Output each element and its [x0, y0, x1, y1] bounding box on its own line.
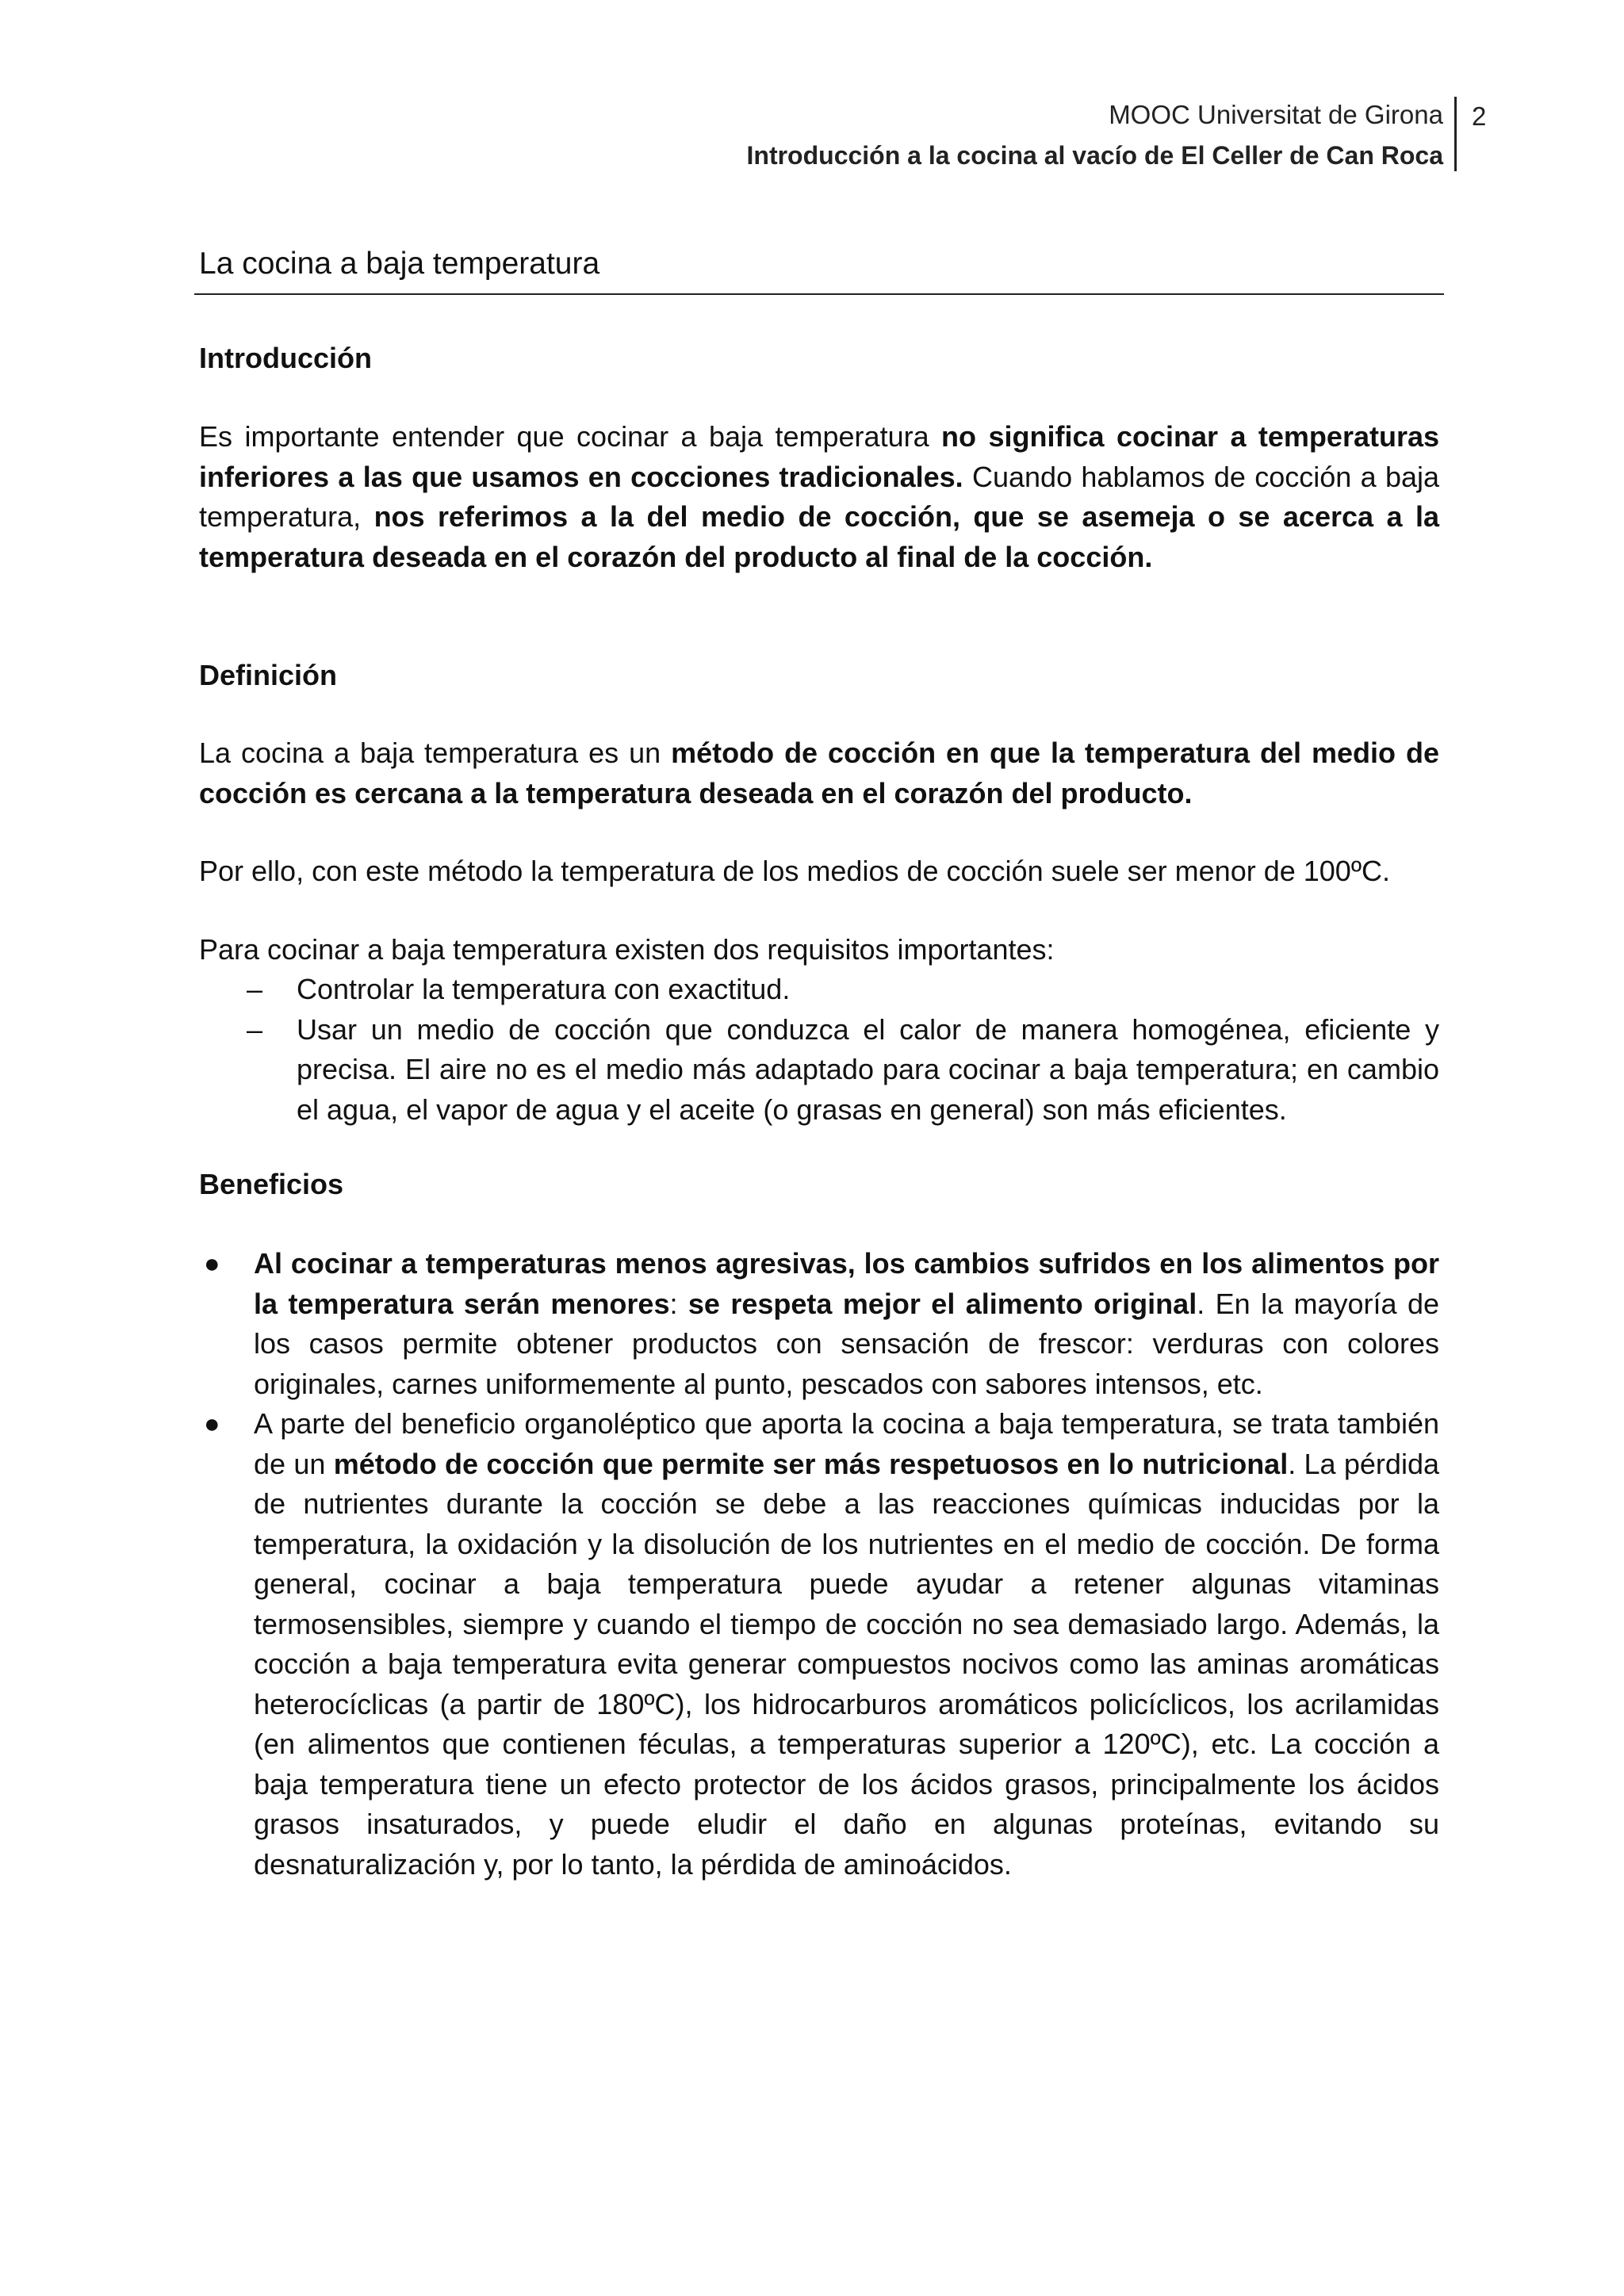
header-divider [1454, 97, 1457, 171]
list-item-text: Usar un medio de cocción que conduzca el calor de manera homogénea, eficiente y precisa. El aire no es el medio más adaptado para cocinar a baja temperatura; en cambio el agua, el vapor de agua y el aceite (o grasas en general) son más eficientes. [297, 1012, 1439, 1126]
header-institution: MOOC Universitat de Girona [1109, 100, 1443, 129]
beneficio-2-text-2: . La pérdida de nutrientes durante la cocción se debe a las reacciones químicas inducidas por la temperatura, la oxidación y la disolución de los nutrientes en el medio de cocción. De forma general, cocinar a baja temperatura puede ayudar a retener algunas vitaminas termosensibles, siempre y cuando el tiempo de cocción no sea demasiado largo. Además, la cocción a baja temperatura evita generar compuestos nocivos como las aminas aromáticas heterocíclicas (a partir de 180ºC), los hidrocarburos aromáticos policíclicos, los acrilamidas (en alimentos que contienen féculas, a temperaturas superior a 120ºC), etc. La cocción a baja temperatura tiene un efecto protector de los ácidos grasos, principalmente los ácidos grasos insaturados, y puede eludir el daño en algunas proteínas, evitando su desnaturalización y, por lo tanto, la pérdida de aminoácidos. [254, 1447, 1439, 1881]
intro-paragraph [199, 417, 1439, 577]
list-item [199, 1404, 1439, 1885]
requisitos-list [199, 970, 1439, 1130]
definicion-paragraph-3: Para cocinar a baja temperatura existen dos requisitos importantes: [199, 932, 1055, 966]
beneficio-2-text-1: A parte del beneficio organoléptico que aporta la cocina a baja temperatura, se trata también de un [254, 1407, 1439, 1480]
heading-definicion: Definición [199, 659, 338, 691]
bullet-marker: ● [204, 1249, 220, 1279]
intro-bold-2: nos referimos a la del medio de cocción, que se asemeja o se acerca a la temperatura deseada en el corazón del producto al final de la cocción. [199, 500, 1439, 573]
document-title: La cocina a baja temperatura [199, 247, 600, 281]
dash-marker: – [247, 973, 263, 1005]
intro-text-2: Cuando hablamos de cocción a baja temperatura, [199, 460, 1440, 533]
main-content [199, 243, 1439, 1885]
intro-text-1: Es importante entender que cocinar a baja temperatura [199, 420, 942, 453]
list-item-text: Controlar la temperatura con exactitud. [297, 973, 791, 1005]
running-header [747, 95, 1444, 176]
beneficio-1-bold-2: se respeta mejor el alimento original [688, 1287, 1197, 1320]
page-number: 2 [1472, 101, 1487, 131]
definicion-paragraph-2: Por ello, con este método la temperatura de los medios de cocción suele ser menor de 100ºC. [199, 855, 1390, 887]
list-item [199, 970, 1439, 1010]
list-item [199, 1010, 1439, 1131]
definicion-text-1: La cocina a baja temperatura es un [199, 737, 672, 769]
dash-marker: – [247, 1012, 263, 1046]
beneficio-1-text-2: . En la mayoría de los casos permite obtener productos con sensación de frescor: verduras con colores originales, carnes uniformemente al punto, pescados con sabores intensos, etc. [254, 1287, 1440, 1400]
beneficios-list [199, 1244, 1439, 1885]
definicion-bold-1: método de cocción en que la temperatura del medio de cocción es cercana a la temperatura deseada en el corazón del producto. [199, 737, 1439, 809]
beneficio-1-text-1: : [669, 1287, 688, 1320]
header-course-title: Introducción a la cocina al vacío de El Celler de Can Roca [746, 141, 1443, 170]
intro-bold-1: no significa cocinar a temperaturas inferiores a las que usamos en cocciones tradicionales. [199, 420, 1440, 493]
definicion-paragraph-1 [199, 733, 1439, 813]
beneficio-2-bold-1: método de cocción que permite ser más respetuosos en lo nutricional [333, 1447, 1289, 1480]
beneficio-1-bold-1: Al cocinar a temperaturas menos agresivas, los cambios sufridos en los alimentos por la temperatura serán menores [254, 1247, 1439, 1320]
heading-beneficios: Beneficios [199, 1168, 344, 1200]
bullet-marker: ● [204, 1409, 220, 1439]
title-underline [194, 293, 1444, 295]
list-item [199, 1244, 1439, 1404]
heading-introduccion: Introducción [199, 342, 372, 374]
